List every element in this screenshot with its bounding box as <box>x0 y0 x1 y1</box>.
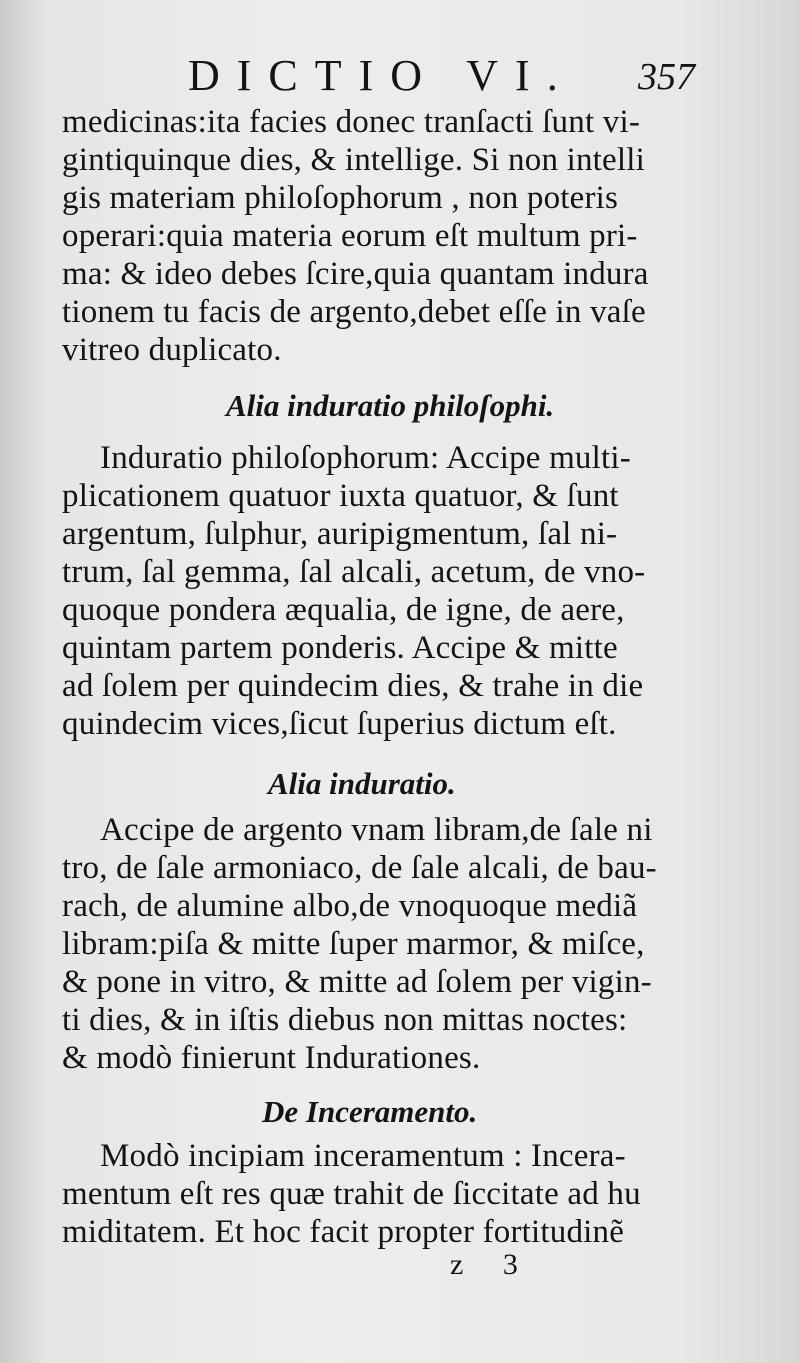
text-line: quoque pondera æqualia, de igne, de aere, <box>62 592 625 628</box>
text-line: gis materiam philoſophorum , non poteris <box>62 180 619 216</box>
text-line: ma: & ideo debes ſcire,quia quantam indura <box>62 256 649 292</box>
text-line: operari:quia materia eorum eſt multum pri- <box>62 218 638 254</box>
text-line: vitreo duplicato. <box>62 332 282 368</box>
text-line: Accipe de argento vnam libram,de ſale ni <box>100 812 653 848</box>
text-line: miditatem. Et hoc facit propter fortitudinẽ <box>62 1214 625 1250</box>
text-line: argentum, ſulphur, auripigmentum, ſal ni- <box>62 516 618 552</box>
text-line: gintiquinque dies, & intellige. Si non intelli <box>62 142 645 178</box>
text-line: mentum eſt res quæ trahit de ſiccitate ad hu <box>62 1176 641 1212</box>
page-header-title: DICTIO VI. <box>188 51 575 100</box>
section-heading: De Inceramento. <box>262 1094 478 1129</box>
text-line: & pone in vitro, & mitte ad ſolem per vigin- <box>62 964 652 1000</box>
text-line: ad ſolem per quindecim dies, & trahe in die <box>62 668 644 704</box>
section-heading: Alia induratio philoſophi. <box>226 388 555 423</box>
text-line: medicinas:ita facies donec tranſacti ſunt vi- <box>62 104 641 140</box>
text-line: Induratio philoſophorum: Accipe multi- <box>100 440 631 476</box>
signature-mark: z 3 <box>450 1248 534 1281</box>
text-line: libram:piſa & mitte ſuper marmor, & miſce, <box>62 926 645 962</box>
text-line: ti dies, & in iſtis diebus non mittas noctes: <box>62 1002 628 1038</box>
text-line: rach, de alumine albo,de vnoquoque mediã <box>62 888 638 924</box>
text-line: plicationem quatuor iuxta quatuor, & ſunt <box>62 478 619 514</box>
text-line: trum, ſal gemma, ſal alcali, acetum, de vno- <box>62 554 646 590</box>
text-line: tro, de ſale armoniaco, de ſale alcali, de bau- <box>62 850 657 886</box>
page-number: 357 <box>638 56 695 98</box>
text-line: Modò incipiam inceramentum : Incera- <box>100 1138 626 1174</box>
text-line: & modò finierunt Indurationes. <box>62 1040 481 1076</box>
text-line: quindecim vices,ſicut ſuperius dictum eſt. <box>62 706 617 742</box>
section-heading: Alia induratio. <box>268 766 456 801</box>
text-line: quintam partem ponderis. Accipe & mitte <box>62 630 618 666</box>
text-line: tionem tu facis de argento,debet eſſe in vaſe <box>62 294 646 330</box>
